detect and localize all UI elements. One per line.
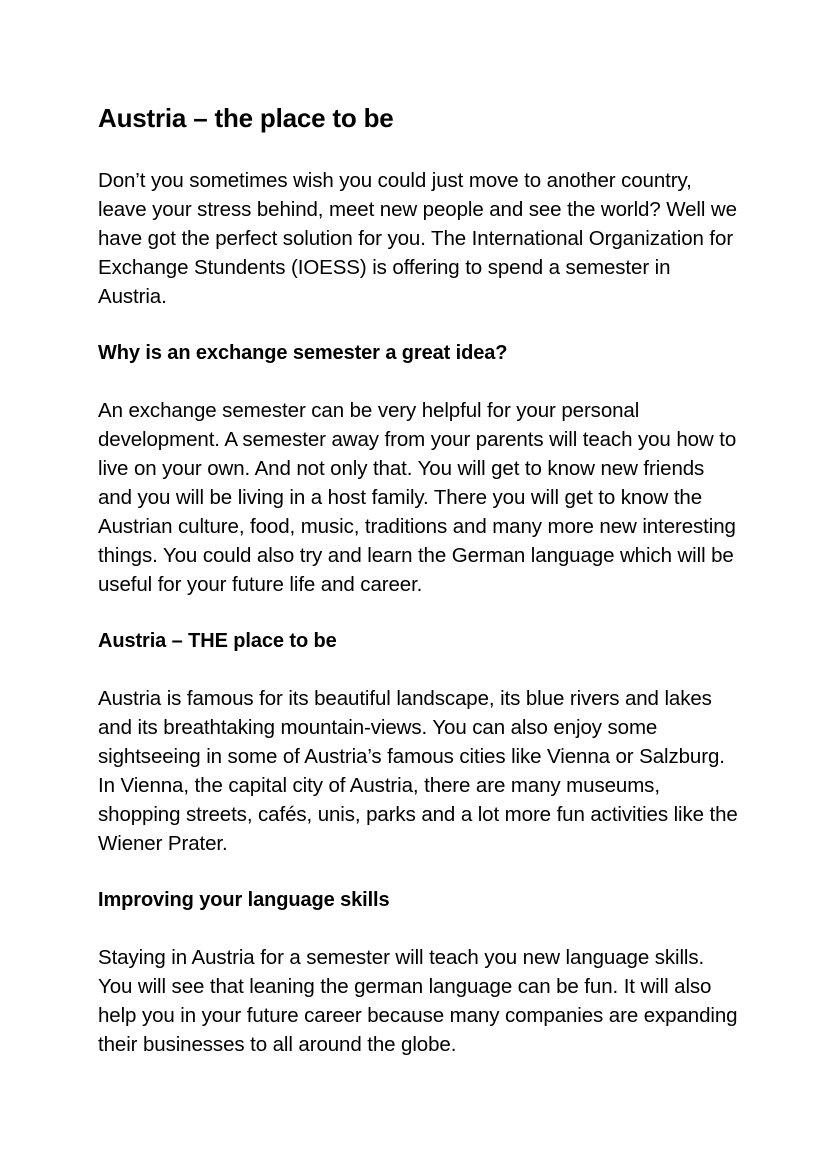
page-title: Austria – the place to be (98, 103, 394, 133)
section-heading-austria: Austria – THE place to be (98, 630, 337, 652)
section-heading-language-skills: Improving your language skills (98, 889, 390, 911)
section-body-why-exchange: An exchange semester can be very helpful for your personal development. A semester away from your parents will teach you how to live on your own. And not only that. You will get to know new friends and you will be living in a host family. There you will get to know the Austrian culture, food, music, traditions and many more new interesting things. You could also try and learn the German language which will be useful for your future life and career. (98, 399, 737, 596)
section-heading-why-exchange: Why is an exchange semester a great idea? (98, 342, 508, 364)
section-body-language-skills: Staying in Austria for a semester will teach you new language skills. You will see that leaning the german language can be fun. It will also help you in your future career because many companies are expanding their businesses to all around the globe. (98, 946, 738, 1056)
section-body-austria: Austria is famous for its beautiful landscape, its blue rivers and lakes and its breathtaking mountain-views. You can also enjoy some sightseeing in some of Austria’s famous cities like Vienna or Salzburg. In Vienna, the capital city of Austria, there are many museums, shopping streets, cafés, unis, parks and a lot more fun activities like the Wiener Prater. (98, 687, 738, 855)
intro-paragraph: Don’t you sometimes wish you could just move to another country, leave your stress behind, meet new people and see the world? Well we have got the perfect solution for you. The International Organization for Exchange Stundents (IOESS) is offering to spend a semester in Austria. (98, 169, 737, 308)
document-page (98, 100, 738, 1087)
